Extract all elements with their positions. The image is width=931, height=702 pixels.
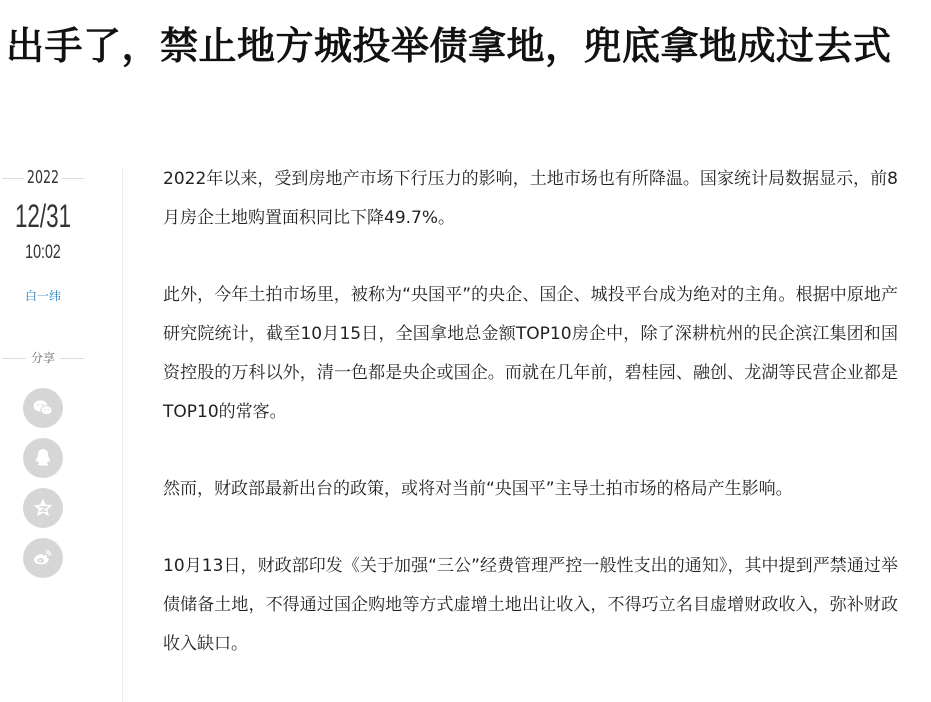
publish-date: 12/31 bbox=[14, 198, 72, 234]
article-title: 出手了，禁止地方城投举债拿地，兜底拿地成过去式 bbox=[6, 24, 892, 68]
publish-year: 2022 bbox=[26, 167, 60, 188]
publish-time: 10:02 bbox=[25, 242, 61, 263]
share-weibo-button[interactable] bbox=[23, 538, 63, 578]
article-body bbox=[163, 160, 898, 702]
paragraph: 10月13日，财政部印发《关于加强“三公”经费管理严控一般性支出的通知》，其中提到严禁通过举债储备土地，不得通过国企购地等方式虚增土地出让收入，不得巧立名目虚增财政收入，弥补财政收入缺口。 bbox=[163, 556, 898, 654]
share-qq-button[interactable] bbox=[23, 438, 63, 478]
paragraph: 2022年以来，受到房地产市场下行压力的影响，土地市场也有所降温。国家统计局数据显示，前8月房企土地购置面积同比下降49.7%。 bbox=[163, 169, 898, 228]
share-label: 分享 bbox=[30, 351, 55, 365]
share-qzone-button[interactable] bbox=[23, 488, 63, 528]
share-wechat-button[interactable] bbox=[23, 388, 63, 428]
article-meta bbox=[0, 160, 86, 306]
paragraph: 然而，财政部最新出台的政策，或将对当前“央国平”主导土拍市场的格局产生影响。 bbox=[163, 479, 793, 499]
weibo-icon bbox=[31, 546, 55, 570]
paragraph: 此外，今年土拍市场里，被称为“央国平”的央企、国企、城投平台成为绝对的主角。根据中原地产研究院统计，截至10月15日，全国拿地总金额TOP10房企中，除了深耕杭州的民企滨江集团和国资控股的万科以外，清一色都是央企或国企。而就在几年前，碧桂园、融创、龙湖等民营企业都是TOP10的常客。 bbox=[163, 285, 898, 422]
qzone-star-icon bbox=[31, 496, 55, 520]
qq-icon bbox=[31, 446, 55, 470]
column-divider bbox=[122, 168, 123, 702]
wechat-icon bbox=[31, 396, 55, 420]
author-link[interactable]: 白一纬 bbox=[24, 289, 61, 303]
